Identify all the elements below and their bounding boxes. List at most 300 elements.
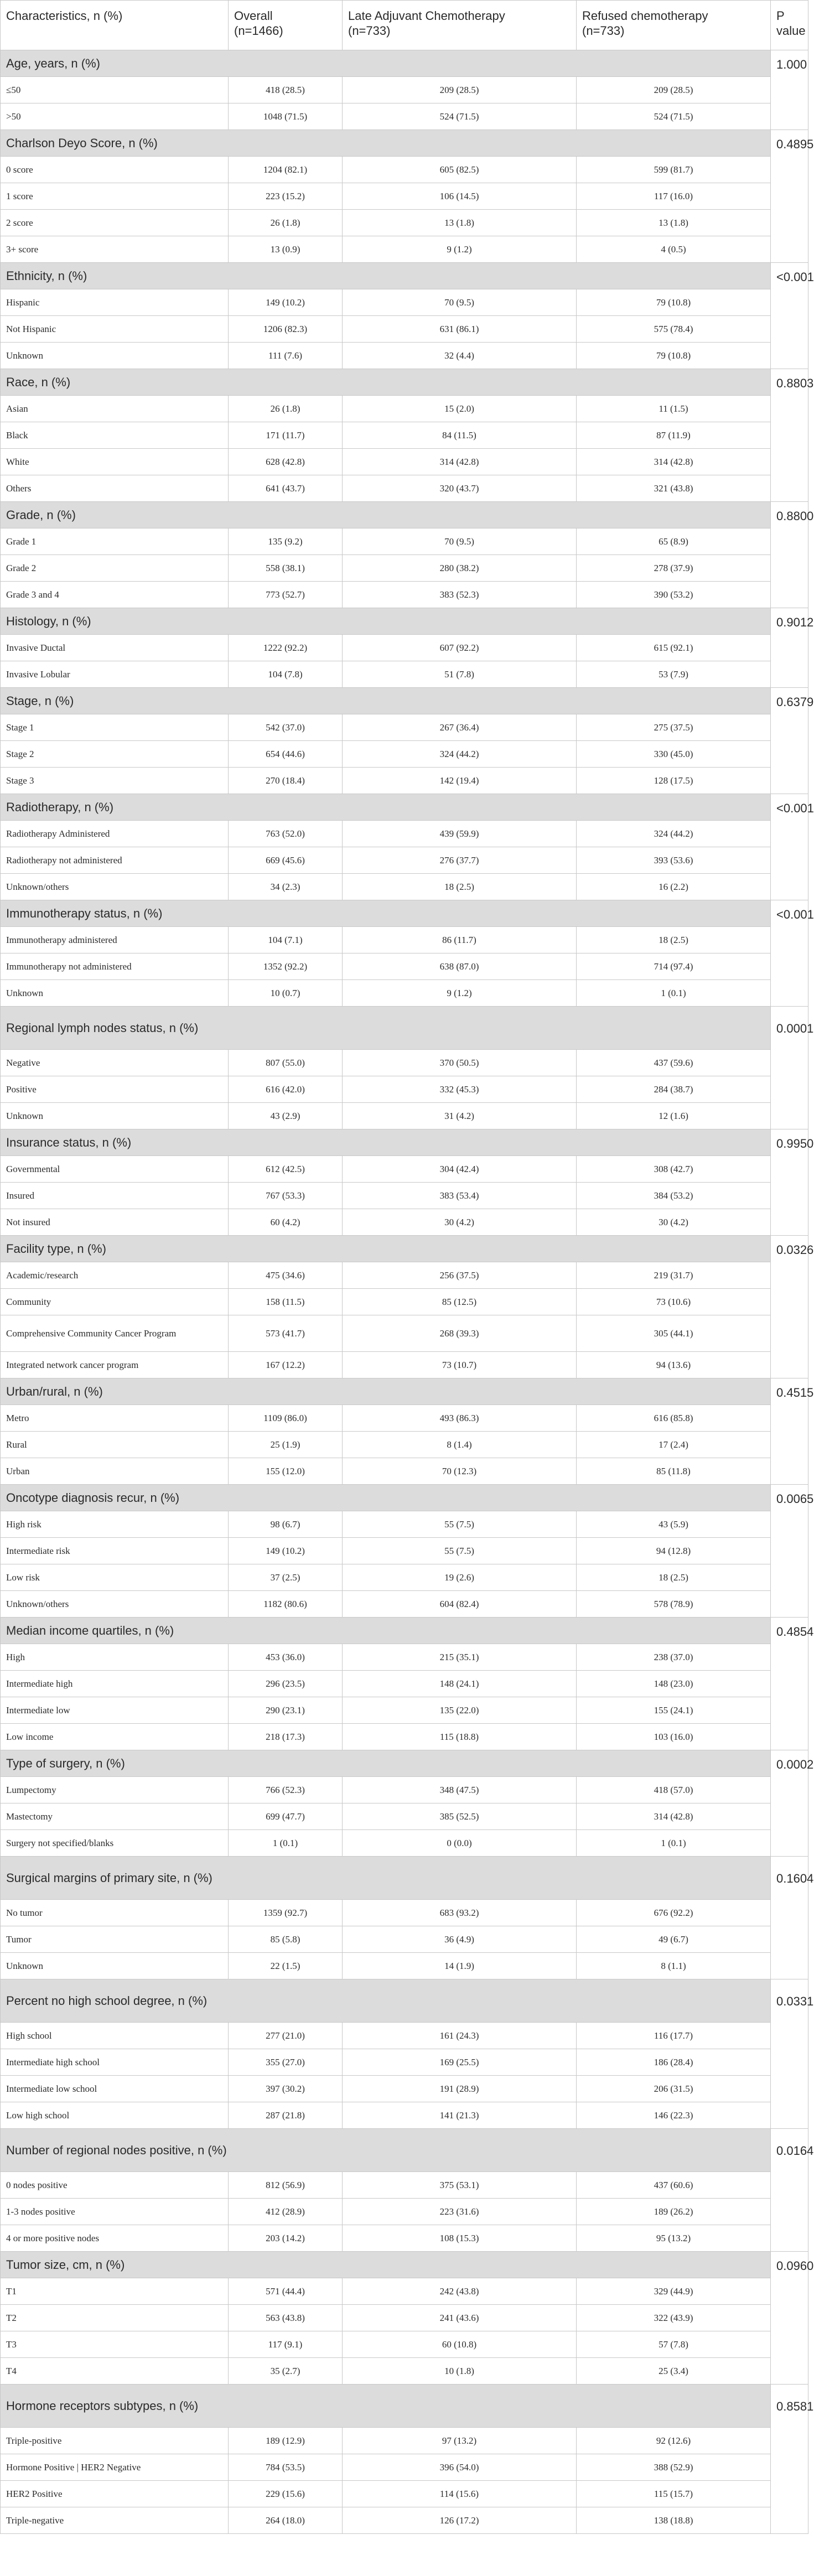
table-row	[1, 874, 808, 900]
table-row	[1, 953, 808, 980]
section-p-value: 0.9012	[771, 608, 808, 688]
table-row	[1, 2358, 808, 2385]
table-row	[1, 2454, 808, 2481]
cell-refused: 575 (78.4)	[577, 316, 771, 343]
row-label: 2 score	[1, 210, 229, 236]
row-label: Asian	[1, 396, 229, 422]
row-label: High	[1, 1644, 229, 1671]
cell-late-adjuvant: 106 (14.5)	[343, 183, 577, 210]
cell-late-adjuvant: 439 (59.9)	[343, 821, 577, 847]
table-row	[1, 1830, 808, 1857]
section-label: Type of surgery, n (%)	[1, 1750, 771, 1777]
section-label: Ethnicity, n (%)	[1, 263, 771, 289]
table-row	[1, 1803, 808, 1830]
cell-overall: 25 (1.9)	[229, 1432, 343, 1458]
row-label: Stage 1	[1, 714, 229, 741]
cell-late-adjuvant: 135 (22.0)	[343, 1697, 577, 1724]
cell-late-adjuvant: 85 (12.5)	[343, 1289, 577, 1315]
cell-late-adjuvant: 604 (82.4)	[343, 1591, 577, 1618]
table-row	[1, 1352, 808, 1378]
cell-late-adjuvant: 169 (25.5)	[343, 2049, 577, 2076]
cell-refused: 11 (1.5)	[577, 396, 771, 422]
row-label: Low income	[1, 1724, 229, 1750]
table-row	[1, 1076, 808, 1103]
row-label: T3	[1, 2331, 229, 2358]
cell-late-adjuvant: 191 (28.9)	[343, 2076, 577, 2102]
row-label: Not Hispanic	[1, 316, 229, 343]
cell-refused: 219 (31.7)	[577, 1262, 771, 1289]
section-p-value: 0.9950	[771, 1129, 808, 1236]
row-label: Lumpectomy	[1, 1777, 229, 1803]
section-p-value: 0.0164	[771, 2129, 808, 2252]
section-header-row	[1, 1485, 808, 1511]
section-label: Age, years, n (%)	[1, 50, 771, 77]
row-label: Mastectomy	[1, 1803, 229, 1830]
cell-late-adjuvant: 141 (21.3)	[343, 2102, 577, 2129]
cell-refused: 30 (4.2)	[577, 1209, 771, 1236]
table-row	[1, 2102, 808, 2129]
row-label: Invasive Ductal	[1, 635, 229, 661]
cell-refused: 103 (16.0)	[577, 1724, 771, 1750]
cell-refused: 18 (2.5)	[577, 927, 771, 953]
section-header-row	[1, 263, 808, 289]
cell-refused: 238 (37.0)	[577, 1644, 771, 1671]
cell-overall: 767 (53.3)	[229, 1183, 343, 1209]
cell-overall: 773 (52.7)	[229, 582, 343, 608]
cell-overall: 1204 (82.1)	[229, 157, 343, 183]
table-row	[1, 2076, 808, 2102]
cell-refused: 437 (60.6)	[577, 2172, 771, 2199]
cell-late-adjuvant: 55 (7.5)	[343, 1511, 577, 1538]
section-header-row	[1, 130, 808, 157]
section-header-row	[1, 1007, 808, 1050]
row-label: Triple-negative	[1, 2507, 229, 2534]
cell-refused: 524 (71.5)	[577, 103, 771, 130]
table-row	[1, 2049, 808, 2076]
cell-late-adjuvant: 304 (42.4)	[343, 1156, 577, 1183]
cell-late-adjuvant: 84 (11.5)	[343, 422, 577, 449]
row-label: Hispanic	[1, 289, 229, 316]
cell-overall: 1359 (92.7)	[229, 1900, 343, 1926]
header-late-adjuvant: Late Adjuvant Chemotherapy (n=733)	[343, 1, 577, 50]
row-label: T2	[1, 2305, 229, 2331]
cell-refused: 138 (18.8)	[577, 2507, 771, 2534]
row-label: Governmental	[1, 1156, 229, 1183]
cell-late-adjuvant: 383 (53.4)	[343, 1183, 577, 1209]
section-label: Urban/rural, n (%)	[1, 1378, 771, 1405]
cell-refused: 714 (97.4)	[577, 953, 771, 980]
cell-overall: 612 (42.5)	[229, 1156, 343, 1183]
section-header-row	[1, 2129, 808, 2172]
cell-late-adjuvant: 375 (53.1)	[343, 2172, 577, 2199]
section-header-row	[1, 1857, 808, 1900]
cell-late-adjuvant: 148 (24.1)	[343, 1671, 577, 1697]
cell-overall: 104 (7.1)	[229, 927, 343, 953]
cell-late-adjuvant: 70 (9.5)	[343, 289, 577, 316]
cell-overall: 104 (7.8)	[229, 661, 343, 688]
cell-overall: 453 (36.0)	[229, 1644, 343, 1671]
cell-refused: 284 (38.7)	[577, 1076, 771, 1103]
cell-late-adjuvant: 0 (0.0)	[343, 1830, 577, 1857]
cell-refused: 186 (28.4)	[577, 2049, 771, 2076]
row-label: Unknown	[1, 343, 229, 369]
section-p-value: 0.6379	[771, 688, 808, 794]
table-row	[1, 1697, 808, 1724]
row-label: Low high school	[1, 2102, 229, 2129]
cell-late-adjuvant: 268 (39.3)	[343, 1315, 577, 1352]
section-p-value: 0.4895	[771, 130, 808, 263]
cell-late-adjuvant: 9 (1.2)	[343, 980, 577, 1007]
cell-late-adjuvant: 161 (24.3)	[343, 2023, 577, 2049]
cell-overall: 149 (10.2)	[229, 289, 343, 316]
section-p-value: 0.0960	[771, 2252, 808, 2385]
cell-overall: 117 (9.1)	[229, 2331, 343, 2358]
section-label: Grade, n (%)	[1, 502, 771, 528]
cell-late-adjuvant: 683 (93.2)	[343, 1900, 577, 1926]
section-p-value: <0.001	[771, 794, 808, 900]
cell-refused: 148 (23.0)	[577, 1671, 771, 1697]
row-label: Stage 2	[1, 741, 229, 768]
section-label: Immunotherapy status, n (%)	[1, 900, 771, 927]
cell-refused: 418 (57.0)	[577, 1777, 771, 1803]
cell-overall: 22 (1.5)	[229, 1953, 343, 1979]
row-label: T1	[1, 2278, 229, 2305]
row-label: Low risk	[1, 1564, 229, 1591]
cell-overall: 1109 (86.0)	[229, 1405, 343, 1432]
table-row	[1, 1103, 808, 1129]
section-label: Charlson Deyo Score, n (%)	[1, 130, 771, 157]
cell-refused: 314 (42.8)	[577, 449, 771, 475]
row-label: Urban	[1, 1458, 229, 1485]
cell-overall: 654 (44.6)	[229, 741, 343, 768]
cell-refused: 49 (6.7)	[577, 1926, 771, 1953]
row-label: Unknown/others	[1, 874, 229, 900]
cell-late-adjuvant: 60 (10.8)	[343, 2331, 577, 2358]
cell-refused: 278 (37.9)	[577, 555, 771, 582]
cell-refused: 117 (16.0)	[577, 183, 771, 210]
cell-refused: 43 (5.9)	[577, 1511, 771, 1538]
row-label: Invasive Lobular	[1, 661, 229, 688]
cell-overall: 270 (18.4)	[229, 768, 343, 794]
cell-late-adjuvant: 31 (4.2)	[343, 1103, 577, 1129]
cell-overall: 155 (12.0)	[229, 1458, 343, 1485]
row-label: 1-3 nodes positive	[1, 2199, 229, 2225]
section-p-value: 0.8800	[771, 502, 808, 608]
cell-late-adjuvant: 8 (1.4)	[343, 1432, 577, 1458]
cell-late-adjuvant: 51 (7.8)	[343, 661, 577, 688]
cell-refused: 330 (45.0)	[577, 741, 771, 768]
cell-late-adjuvant: 223 (31.6)	[343, 2199, 577, 2225]
row-label: 0 score	[1, 157, 229, 183]
section-p-value: 0.0065	[771, 1485, 808, 1618]
section-header-row	[1, 1618, 808, 1644]
row-label: 1 score	[1, 183, 229, 210]
cell-late-adjuvant: 70 (9.5)	[343, 528, 577, 555]
cell-late-adjuvant: 385 (52.5)	[343, 1803, 577, 1830]
cell-late-adjuvant: 314 (42.8)	[343, 449, 577, 475]
cell-overall: 397 (30.2)	[229, 2076, 343, 2102]
cell-overall: 542 (37.0)	[229, 714, 343, 741]
row-label: Others	[1, 475, 229, 502]
section-header-row	[1, 1979, 808, 2023]
table-row	[1, 1644, 808, 1671]
cell-refused: 87 (11.9)	[577, 422, 771, 449]
cell-late-adjuvant: 73 (10.7)	[343, 1352, 577, 1378]
table-row	[1, 847, 808, 874]
cell-overall: 13 (0.9)	[229, 236, 343, 263]
cell-refused: 314 (42.8)	[577, 1803, 771, 1830]
cell-late-adjuvant: 638 (87.0)	[343, 953, 577, 980]
cell-overall: 287 (21.8)	[229, 2102, 343, 2129]
cell-refused: 85 (11.8)	[577, 1458, 771, 1485]
row-label: Intermediate risk	[1, 1538, 229, 1564]
row-label: Comprehensive Community Cancer Program	[1, 1315, 229, 1352]
table-row	[1, 343, 808, 369]
cell-refused: 95 (13.2)	[577, 2225, 771, 2252]
cell-overall: 158 (11.5)	[229, 1289, 343, 1315]
cell-overall: 167 (12.2)	[229, 1352, 343, 1378]
row-label: 3+ score	[1, 236, 229, 263]
cell-refused: 94 (12.8)	[577, 1538, 771, 1564]
cell-late-adjuvant: 14 (1.9)	[343, 1953, 577, 1979]
cell-overall: 412 (28.9)	[229, 2199, 343, 2225]
row-label: Grade 2	[1, 555, 229, 582]
cell-late-adjuvant: 383 (52.3)	[343, 582, 577, 608]
cell-late-adjuvant: 209 (28.5)	[343, 77, 577, 103]
cell-late-adjuvant: 10 (1.8)	[343, 2358, 577, 2385]
cell-overall: 1048 (71.5)	[229, 103, 343, 130]
row-label: Unknown	[1, 1953, 229, 1979]
cell-late-adjuvant: 18 (2.5)	[343, 874, 577, 900]
cell-overall: 264 (18.0)	[229, 2507, 343, 2534]
cell-overall: 355 (27.0)	[229, 2049, 343, 2076]
cell-late-adjuvant: 32 (4.4)	[343, 343, 577, 369]
section-label: Race, n (%)	[1, 369, 771, 396]
cell-refused: 16 (2.2)	[577, 874, 771, 900]
row-label: Intermediate low	[1, 1697, 229, 1724]
cell-overall: 558 (38.1)	[229, 555, 343, 582]
cell-refused: 146 (22.3)	[577, 2102, 771, 2129]
cell-overall: 37 (2.5)	[229, 1564, 343, 1591]
cell-late-adjuvant: 320 (43.7)	[343, 475, 577, 502]
cell-late-adjuvant: 15 (2.0)	[343, 396, 577, 422]
cell-refused: 209 (28.5)	[577, 77, 771, 103]
row-label: >50	[1, 103, 229, 130]
section-label: Regional lymph nodes status, n (%)	[1, 1007, 771, 1050]
table-row	[1, 2278, 808, 2305]
row-label: Immunotherapy administered	[1, 927, 229, 953]
cell-late-adjuvant: 36 (4.9)	[343, 1926, 577, 1953]
cell-late-adjuvant: 267 (36.4)	[343, 714, 577, 741]
row-label: Community	[1, 1289, 229, 1315]
row-label: Unknown	[1, 980, 229, 1007]
cell-overall: 171 (11.7)	[229, 422, 343, 449]
table-row	[1, 1511, 808, 1538]
table-row	[1, 475, 808, 502]
row-label: Immunotherapy not administered	[1, 953, 229, 980]
table-header-row	[1, 1, 808, 50]
section-label: Insurance status, n (%)	[1, 1129, 771, 1156]
cell-refused: 4 (0.5)	[577, 236, 771, 263]
cell-overall: 35 (2.7)	[229, 2358, 343, 2385]
cell-refused: 116 (17.7)	[577, 2023, 771, 2049]
table-row	[1, 236, 808, 263]
cell-refused: 329 (44.9)	[577, 2278, 771, 2305]
row-label: Radiotherapy not administered	[1, 847, 229, 874]
table-row	[1, 396, 808, 422]
table-row	[1, 2305, 808, 2331]
cell-overall: 418 (28.5)	[229, 77, 343, 103]
section-label: Radiotherapy, n (%)	[1, 794, 771, 821]
section-p-value: 0.8581	[771, 2385, 808, 2534]
section-p-value: 0.4515	[771, 1378, 808, 1485]
cell-late-adjuvant: 241 (43.6)	[343, 2305, 577, 2331]
cell-late-adjuvant: 215 (35.1)	[343, 1644, 577, 1671]
cell-late-adjuvant: 280 (38.2)	[343, 555, 577, 582]
row-label: Hormone Positive | HER2 Negative	[1, 2454, 229, 2481]
cell-overall: 563 (43.8)	[229, 2305, 343, 2331]
cell-late-adjuvant: 324 (44.2)	[343, 741, 577, 768]
cell-refused: 57 (7.8)	[577, 2331, 771, 2358]
cell-late-adjuvant: 607 (92.2)	[343, 635, 577, 661]
table-row	[1, 821, 808, 847]
cell-late-adjuvant: 396 (54.0)	[343, 2454, 577, 2481]
cell-refused: 1 (0.1)	[577, 980, 771, 1007]
cell-late-adjuvant: 13 (1.8)	[343, 210, 577, 236]
table-row	[1, 555, 808, 582]
header-refused: Refused chemotherapy (n=733)	[577, 1, 771, 50]
section-p-value: 0.8803	[771, 369, 808, 502]
row-label: Unknown	[1, 1103, 229, 1129]
cell-refused: 79 (10.8)	[577, 343, 771, 369]
cell-overall: 475 (34.6)	[229, 1262, 343, 1289]
section-label: Percent no high school degree, n (%)	[1, 1979, 771, 2023]
cell-refused: 18 (2.5)	[577, 1564, 771, 1591]
row-label: Insured	[1, 1183, 229, 1209]
cell-overall: 1352 (92.2)	[229, 953, 343, 980]
row-label: Triple-positive	[1, 2428, 229, 2454]
row-label: Unknown/others	[1, 1591, 229, 1618]
cell-late-adjuvant: 115 (18.8)	[343, 1724, 577, 1750]
cell-refused: 322 (43.9)	[577, 2305, 771, 2331]
section-header-row	[1, 2252, 808, 2278]
table-row	[1, 1900, 808, 1926]
row-label: Negative	[1, 1050, 229, 1076]
row-label: Stage 3	[1, 768, 229, 794]
cell-overall: 189 (12.9)	[229, 2428, 343, 2454]
table-row	[1, 2428, 808, 2454]
section-p-value: 0.0001	[771, 1007, 808, 1129]
table-row	[1, 1777, 808, 1803]
table-row	[1, 768, 808, 794]
cell-refused: 1 (0.1)	[577, 1830, 771, 1857]
cell-late-adjuvant: 19 (2.6)	[343, 1564, 577, 1591]
row-label: No tumor	[1, 1900, 229, 1926]
cell-refused: 578 (78.9)	[577, 1591, 771, 1618]
table-row	[1, 1156, 808, 1183]
row-label: T4	[1, 2358, 229, 2385]
cell-late-adjuvant: 348 (47.5)	[343, 1777, 577, 1803]
cell-refused: 12 (1.6)	[577, 1103, 771, 1129]
row-label: Metro	[1, 1405, 229, 1432]
table-row	[1, 157, 808, 183]
section-header-row	[1, 502, 808, 528]
cell-refused: 189 (26.2)	[577, 2199, 771, 2225]
row-label: High risk	[1, 1511, 229, 1538]
section-header-row	[1, 369, 808, 396]
section-label: Stage, n (%)	[1, 688, 771, 714]
table-row	[1, 528, 808, 555]
row-label: Grade 1	[1, 528, 229, 555]
cell-overall: 807 (55.0)	[229, 1050, 343, 1076]
table-row	[1, 1953, 808, 1979]
cell-refused: 128 (17.5)	[577, 768, 771, 794]
section-label: Facility type, n (%)	[1, 1236, 771, 1262]
cell-overall: 229 (15.6)	[229, 2481, 343, 2507]
cell-refused: 321 (43.8)	[577, 475, 771, 502]
cell-refused: 384 (53.2)	[577, 1183, 771, 1209]
section-label: Number of regional nodes positive, n (%)	[1, 2129, 771, 2172]
cell-refused: 324 (44.2)	[577, 821, 771, 847]
section-header-row	[1, 688, 808, 714]
section-p-value: 0.4854	[771, 1618, 808, 1750]
header-overall: Overall (n=1466)	[229, 1, 343, 50]
section-header-row	[1, 900, 808, 927]
cell-overall: 277 (21.0)	[229, 2023, 343, 2049]
cell-refused: 305 (44.1)	[577, 1315, 771, 1352]
cell-overall: 1182 (80.6)	[229, 1591, 343, 1618]
header-characteristics: Characteristics, n (%)	[1, 1, 229, 50]
cell-overall: 43 (2.9)	[229, 1103, 343, 1129]
cell-overall: 135 (9.2)	[229, 528, 343, 555]
table-row	[1, 1591, 808, 1618]
section-header-row	[1, 608, 808, 635]
table-row	[1, 289, 808, 316]
table-row	[1, 2225, 808, 2252]
row-label: High school	[1, 2023, 229, 2049]
table-row	[1, 2331, 808, 2358]
cell-late-adjuvant: 70 (12.3)	[343, 1458, 577, 1485]
cell-overall: 763 (52.0)	[229, 821, 343, 847]
cell-refused: 79 (10.8)	[577, 289, 771, 316]
table-row	[1, 741, 808, 768]
cell-late-adjuvant: 332 (45.3)	[343, 1076, 577, 1103]
row-label: Grade 3 and 4	[1, 582, 229, 608]
cell-overall: 26 (1.8)	[229, 210, 343, 236]
cell-refused: 393 (53.6)	[577, 847, 771, 874]
cell-refused: 73 (10.6)	[577, 1289, 771, 1315]
cell-refused: 388 (52.9)	[577, 2454, 771, 2481]
row-label: 0 nodes positive	[1, 2172, 229, 2199]
cell-late-adjuvant: 108 (15.3)	[343, 2225, 577, 2252]
cell-refused: 25 (3.4)	[577, 2358, 771, 2385]
section-label: Hormone receptors subtypes, n (%)	[1, 2385, 771, 2428]
cell-overall: 290 (23.1)	[229, 1697, 343, 1724]
row-label: HER2 Positive	[1, 2481, 229, 2507]
cell-refused: 206 (31.5)	[577, 2076, 771, 2102]
cell-overall: 766 (52.3)	[229, 1777, 343, 1803]
cell-overall: 616 (42.0)	[229, 1076, 343, 1103]
table-row	[1, 1183, 808, 1209]
table-row	[1, 661, 808, 688]
cell-refused: 308 (42.7)	[577, 1156, 771, 1183]
table-row	[1, 2507, 808, 2534]
table-row	[1, 316, 808, 343]
cell-overall: 203 (14.2)	[229, 2225, 343, 2252]
section-header-row	[1, 2385, 808, 2428]
table-row	[1, 103, 808, 130]
table-row	[1, 1564, 808, 1591]
